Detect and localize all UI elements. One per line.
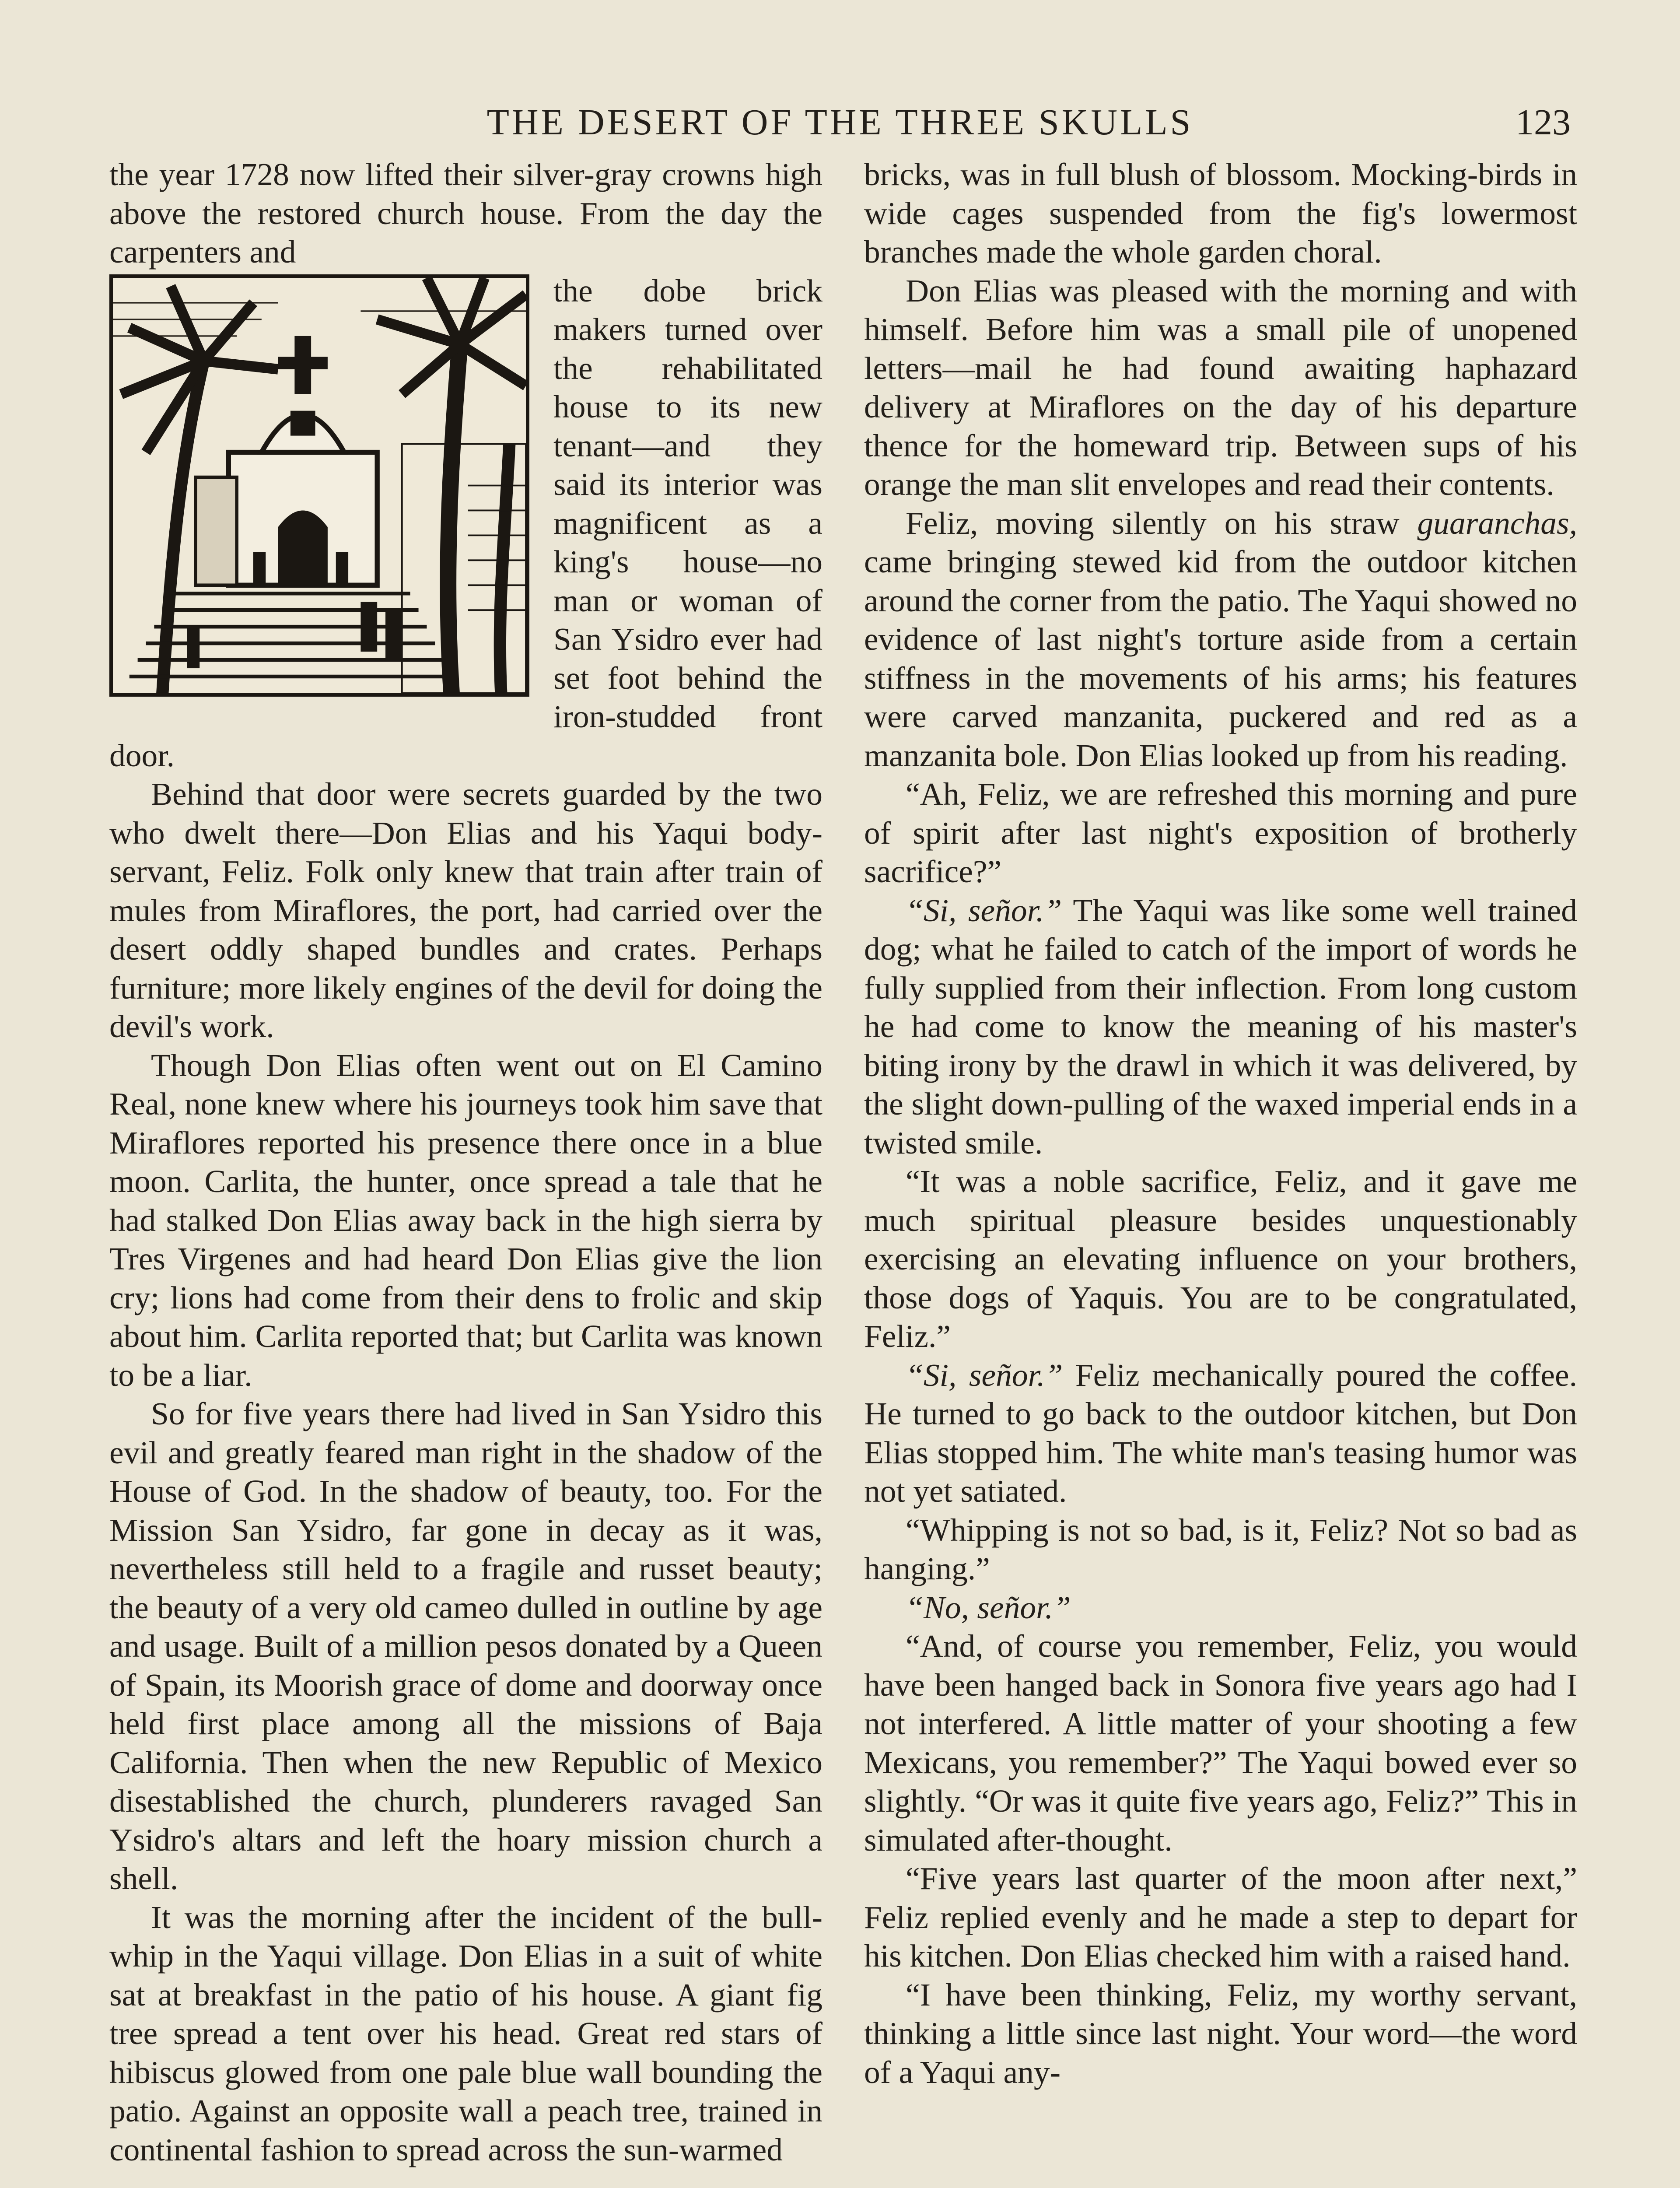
paragraph: “I have been thinking, Feliz, my worthy servant, thinking a little since last night. Your word—the word of a Yaqui any- xyxy=(864,1977,1577,2090)
paragraph: It was the morning after the incident of the bull-whip in the Yaqui village. Don Elias in a suit of white sat at breakfast in the patio of his house. A giant fig tree spread a tent over his head. Great red stars of hibiscus glowed from one pale blue wall bounding the patio. Against an opposite wall a peach tree, trained in continental fashion to spread across the sun-warmed xyxy=(109,1899,822,2167)
paragraph: “Five years last quarter of the moon after next,” Feliz replied evenly and he made a step to depart for his kitchen. Don Elias checked him with a raised hand. xyxy=(864,1861,1577,1974)
paragraph: Behind that door were secrets guarded by the two who dwelt there—Don Elias and his Yaqui body-servant, Feliz. Folk only knew that train after train of mules from Miraflores, the port, had carried over the desert oddly shaped bundles and crates. Perhaps furniture; more likely engines of the devil for doing the devil's work. xyxy=(109,776,822,1044)
paragraph: bricks, was in full blush of blossom. Mocking-birds in wide cages suspended from the fig's lowermost branches made the whole garden choral. xyxy=(864,157,1577,270)
paragraph: the year 1728 now lifted their silver-gray crowns high above the restored church house. From the day the carpenters and xyxy=(109,157,822,270)
italic-word: guaranchas, xyxy=(1417,505,1577,541)
paragraph xyxy=(864,504,1577,775)
text-run: The Yaqui was like some well trained dog; what he failed to catch of the import of words he fully supplied from their inflection. From long custom he had come to know the meaning of his master's biting irony by the drawl in which it was delivered, by the slight down-pulling of the waxed imperial ends in a twisted smile. xyxy=(864,892,1577,1161)
paragraph: Don Elias was pleased with the morning and with himself. Before him was a small pile of unopened letters—mail he had found awaiting haphazard delivery at Miraflores on the day of his departure thence for the homeward trip. Between sups of his orange the man slit envelopes and read their contents. xyxy=(864,273,1577,502)
italic-reply: “Si, señor.” xyxy=(906,892,1062,928)
page-header xyxy=(109,101,1571,144)
paragraph: Though Don Elias often went out on El Camino Real, none knew where his journeys took him save that Miraflores reported his presence there once in a blue moon. Carlita, the hunter, once spread a tale that he had stalked Don Elias away back in the high sierra by Tres Virgenes and had heard Don Elias give the lion cry; lions had come from their dens to frolic and skip about him. Carlita reported that; but Carlita was known to be a liar. xyxy=(109,1047,822,1393)
page-number: 123 xyxy=(1516,102,1571,143)
left-column xyxy=(109,155,822,2169)
paragraph: So for five years there had lived in San Ysidro this evil and greatly feared man right in the shadow of the House of God. In the shadow of beauty, too. For the Mission San Ysidro, far gone in decay as it was, nevertheless still held to a fragile and russet beauty; the beauty of a very old cameo dulled in outline by age and usage. Built of a million pesos donated by a Queen of Spain, its Moorish grace of dome and doorway once held first place among all the missions of Baja California. Then when the new Republic of Mexico disestablished the church, plunderers ravaged San Ysidro's altars and left the hoary mission church a shell. xyxy=(109,1396,822,1896)
paragraph: “Whipping is not so bad, is it, Feliz? Not so bad as hanging.” xyxy=(864,1512,1577,1586)
text-run: came bringing stewed kid from the outdoor kitchen around the corner from the patio. The Yaqui showed no evidence of last night's torture aside from a certain stiffness in the movements of his arms; his features were carved manzanita, puckered and red as a manzanita bole. Don Elias looked up from his reading. xyxy=(864,544,1577,773)
italic-reply: “No, señor.” xyxy=(906,1589,1071,1625)
right-column xyxy=(864,155,1577,2092)
paragraph: “Ah, Feliz, we are refreshed this morning and pure of spirit after last night's exposition of brotherly sacrifice?” xyxy=(864,776,1577,889)
paragraph xyxy=(864,1356,1577,1511)
paragraph: “It was a noble sacrifice, Feliz, and it gave me much spiritual pleasure besides unquestionably exercising an elevating influence on your brothers, those dogs of Yaquis. You are to be congratulated, Feliz.” xyxy=(864,1164,1577,1354)
italic-reply: “Si, señor.” xyxy=(906,1357,1063,1393)
paragraph xyxy=(864,1588,1577,1627)
paragraph xyxy=(864,891,1577,1163)
text-run: Feliz, moving silently on his straw xyxy=(906,505,1418,541)
text-run: Feliz mechanically poured the coffee. He turned to go back to the outdoor kitchen, but Don Elias stopped him. The white man's teasing humor was not yet satiated. xyxy=(864,1357,1577,1509)
paragraph: “And, of course you remember, Feliz, you would have been hanged back in Sonora five years ago had I not interfered. A little matter of your shooting a few Mexicans, you remember?” The Yaqui bowed ever so slightly. “Or was it quite five years ago, Feliz?” This in simulated after-thought. xyxy=(864,1628,1577,1858)
mission-church-illustration xyxy=(109,274,529,697)
running-title: THE DESERT OF THE THREE SKULLS xyxy=(486,102,1194,143)
paragraph: the dobe brick makers turned over the rehabilitated house to its new tenant—and they said its interior was magnificent as a king's house—no man or woman of San Ysidro ever had set foot behind the iron-studded front door. xyxy=(109,273,822,773)
